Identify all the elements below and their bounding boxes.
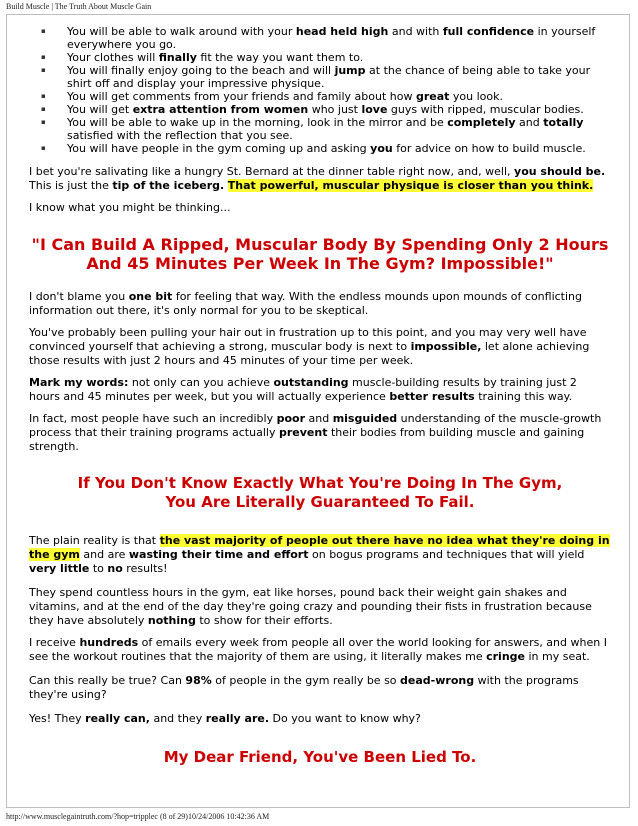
paragraph: I receive hundreds of emails every week from people all over the world looking for answers, and when I see the workout routines that the majority of them are using, it literally makes me cringe in my seat. bbox=[29, 636, 607, 663]
article-body bbox=[29, 25, 611, 767]
emphasis: no bbox=[107, 562, 123, 575]
headline-guaranteed-fail bbox=[29, 474, 611, 512]
bullet-icon: ▪ bbox=[41, 66, 46, 74]
paragraph: You've probably been pulling your hair out in frustration up to this point, and you may very well have convinced yourself that achieving a strong, muscular body is next to impossible, let alone achieving those results with just 2 hours and 45 minutes of your time per week. bbox=[29, 326, 590, 367]
emphasis: Mark my words: bbox=[29, 376, 129, 389]
headline-line: "I Can Build A Ripped, Muscular Body By Spending Only 2 Hours bbox=[31, 235, 609, 254]
paragraph: In fact, most people have such an incredibly poor and misguided understanding of the muscle-growth process that their training programs actually prevent their bodies from building muscle and gaining strength. bbox=[29, 412, 602, 453]
paragraph: The plain reality is that the vast majority of people out there have no idea what they're doing in the gym and are wasting their time and effort on bogus programs and techniques that will yield very little to no results! bbox=[29, 534, 610, 575]
page-footer: http://www.musclegaintruth.com/?hop=tripplec (8 of 29)10/24/2006 10:42:36 AM bbox=[6, 812, 270, 821]
emphasis: misguided bbox=[332, 412, 398, 425]
emphasis: great bbox=[415, 90, 450, 103]
emphasis: impossible, bbox=[410, 340, 482, 353]
paragraph: They spend countless hours in the gym, eat like horses, pound back their weight gain shakes and vitamins, and at the end of the day they're going crazy and pounding their fists in frustration because they have absolutely nothing to show for their efforts. bbox=[29, 586, 592, 627]
emphasis: really can, bbox=[85, 712, 150, 725]
emphasis: 98% bbox=[185, 674, 212, 687]
emphasis: outstanding bbox=[273, 376, 349, 389]
emphasis: cringe bbox=[486, 650, 525, 663]
list-item: ▪ You will get comments from your friends and family about how great you look. bbox=[41, 90, 504, 103]
page-header: Build Muscle | The Truth About Muscle Gain bbox=[6, 2, 152, 11]
list-item: ▪ You will be able to walk around with your head held high and with full confidence in yourself everywhere you go. bbox=[41, 25, 596, 51]
emphasis: nothing bbox=[147, 614, 196, 627]
emphasis: hundreds bbox=[79, 636, 139, 649]
headline-line: And 45 Minutes Per Week In The Gym? Impossible!" bbox=[86, 254, 554, 273]
bullet-icon: ▪ bbox=[41, 27, 46, 35]
emphasis: prevent bbox=[278, 426, 328, 439]
list-item: ▪ Your clothes will finally fit the way you want them to. bbox=[41, 51, 364, 64]
emphasis: you should be. bbox=[514, 165, 606, 178]
emphasis: really are. bbox=[205, 712, 270, 725]
emphasis: better results bbox=[389, 390, 475, 403]
paragraph: I don't blame you one bit for feeling that way. With the endless mounds upon mounds of conflicting information out there, it's only normal for you to be skeptical. bbox=[29, 290, 583, 317]
bullet-icon: ▪ bbox=[41, 118, 46, 126]
emphasis: wasting their time and effort bbox=[128, 548, 309, 561]
list-item: ▪ You will finally enjoy going to the beach and will jump at the chance of being able to take your shirt off and display your impressive physique. bbox=[41, 64, 591, 90]
paragraph: Yes! They really can, and they really are. Do you want to know why? bbox=[29, 712, 421, 725]
bullet-icon: ▪ bbox=[41, 105, 46, 113]
headline-impossible bbox=[29, 235, 611, 273]
bullet-icon: ▪ bbox=[41, 92, 46, 100]
emphasis: poor bbox=[276, 412, 305, 425]
paragraph: Mark my words: not only can you achieve outstanding muscle-building results by training just 2 hours and 45 minutes per week, but you will actually experience better results training this way. bbox=[29, 376, 577, 403]
emphasis: totally bbox=[543, 116, 584, 129]
headline-line: My Dear Friend, You've Been Lied To. bbox=[163, 748, 477, 766]
emphasis: full confidence bbox=[442, 25, 535, 38]
content-frame bbox=[6, 14, 630, 808]
highlighted-emphasis: the vast majority of people out there have no idea what they're doing in the gym bbox=[29, 534, 610, 561]
emphasis: love bbox=[361, 103, 388, 116]
emphasis: completely bbox=[447, 116, 516, 129]
headline-line: If You Don't Know Exactly What You're Doing In The Gym, bbox=[77, 474, 563, 492]
paragraph: I know what you might be thinking... bbox=[29, 201, 231, 214]
emphasis: you bbox=[370, 142, 393, 155]
emphasis: dead-wrong bbox=[400, 674, 475, 687]
list-item: ▪ You will have people in the gym coming up and asking you for advice on how to build muscle. bbox=[41, 142, 586, 155]
highlighted-emphasis: That powerful, muscular physique is closer than you think. bbox=[227, 179, 594, 192]
bullet-icon: ▪ bbox=[41, 144, 46, 152]
paragraph: I bet you're salivating like a hungry St. Bernard at the dinner table right now, and, well, you should be. This is just the tip of the iceberg. That powerful, muscular physique is closer than you think. bbox=[29, 165, 606, 192]
benefits-list bbox=[41, 25, 611, 155]
paragraph: Can this really be true? Can 98% of people in the gym really be so dead-wrong with the programs they're using? bbox=[29, 674, 579, 701]
emphasis: one bit bbox=[128, 290, 173, 303]
emphasis: head held high bbox=[295, 25, 389, 38]
emphasis: extra attention from women bbox=[132, 103, 309, 116]
emphasis: finally bbox=[158, 51, 197, 64]
emphasis: jump bbox=[334, 64, 366, 77]
headline-line: You Are Literally Guaranteed To Fail. bbox=[165, 493, 475, 511]
list-item: ▪ You will be able to wake up in the morning, look in the mirror and be completely and totally satisfied with the reflection that you see. bbox=[41, 116, 584, 142]
emphasis: tip of the iceberg. bbox=[112, 179, 225, 192]
list-item: ▪ You will get extra attention from women who just love guys with ripped, muscular bodies. bbox=[41, 103, 584, 116]
emphasis: very little bbox=[29, 562, 90, 575]
bullet-icon: ▪ bbox=[41, 53, 46, 61]
headline-lied-to bbox=[29, 748, 611, 767]
